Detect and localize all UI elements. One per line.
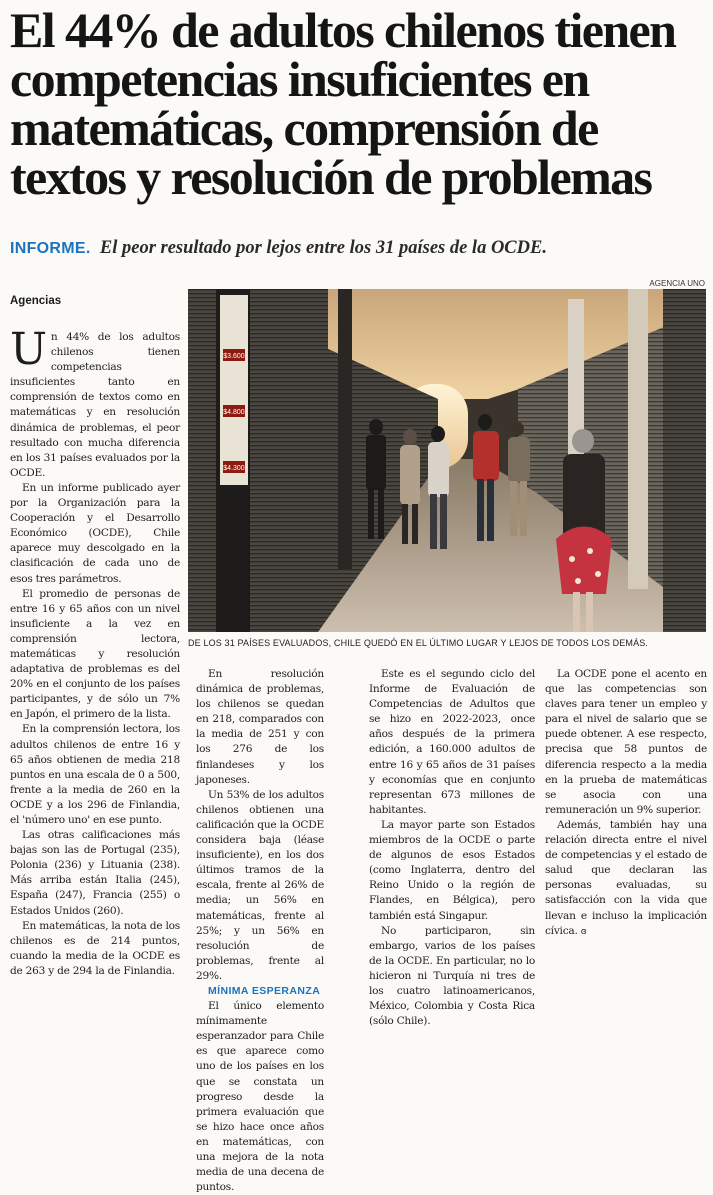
- paragraph-text: Además, también hay una relación directa entre el nivel de competencias y el estado de salud que declaran las personas evaluadas, su satisfacción con la vida que llevan e incluso la implicación cívica.: [545, 818, 707, 937]
- paragraph: [545, 818, 707, 940]
- headline-line: matemáticas, comprensión de: [10, 100, 598, 156]
- price-sign: $3.600: [223, 353, 245, 360]
- text-column-1: [10, 324, 180, 979]
- paragraph: [10, 324, 180, 481]
- price-sign: $4.800: [223, 409, 245, 416]
- paragraph: En resolución dinámica de problemas, los chilenos se quedan en 218, comparados con la media de 251 y con los 276 de los finlandeses y los japoneses.: [196, 668, 324, 786]
- arcade-scene-image: [188, 289, 706, 632]
- paragraph: En un informe publicado ayer por la Organización para la Cooperación y el Desarrollo Económico (OCDE), Chile aparece muy descolgado en la clasificación de cada uno de esos tres parámetros.: [10, 481, 180, 585]
- text-column-3: [369, 667, 535, 1029]
- deck-kicker: INFORME.: [10, 240, 91, 257]
- paragraph: Este es el segundo ciclo del Informe de Evaluación de Competencias de Adultos que se hizo en 2022-2023, once años después de la primera edición, a 160.000 adultos de entre 16 y 65 años de 31 países y economías que en conjunto representan 673 millones de habitantes.: [369, 668, 535, 816]
- paragraph: No participaron, sin embargo, varios de los países de la OCDE. En particular, no lo hicieron ni Turquía ni tres de los cuatro latinoamericanos, México, Colombia y Costa Rica (sólo Chile).: [369, 924, 535, 1028]
- drop-cap: U: [10, 324, 47, 375]
- photo: [188, 289, 706, 632]
- photo-credit: AGENCIA UNO: [649, 279, 705, 288]
- paragraph: Un 53% de los adultos chilenos obtienen una calificación que la OCDE considera baja (léase insuficiente), en los dos últimos tramos de la escala, frente al 26% de media; un 56% en matemáticas, frente al 25%; y un 56% en resolución de problemas, frente al 29%.: [196, 788, 324, 982]
- paragraph: Las otras calificaciones más bajas son las de Portugal (235), Polonia (236) y Lituania (238). Más arriba están Italia (245), España (247), Francia (255) o Estados Unidos (260).: [10, 829, 180, 917]
- paragraph: En matemáticas, la nota de los chilenos es de 214 puntos, cuando la media de la OCDE es de 263 y de 294 la de Finlandia.: [10, 919, 180, 977]
- deck: [10, 238, 706, 259]
- paragraph: La OCDE pone el acento en que las competencias son claves para tener un empleo y para el nivel de salario que se puede obtener. A ese respecto, precisa que 58 puntos de diferencia respecto a la media en la prueba de matemáticas se asocia con una remuneración un 9% superior.: [545, 668, 707, 816]
- photo-caption: DE LOS 31 PAÍSES EVALUADOS, CHILE QUEDÓ EN EL ÚLTIMO LUGAR Y LEJOS DE TODOS LOS DEMÁS.: [188, 638, 649, 648]
- paragraph: El único elemento mínimamente esperanzador para Chile es que aparece como uno de los países en los que se constata un progreso desde la primera evaluación que se hizo hace once años en matemáticas, con una mejora de la nota media de una decena de puntos.: [196, 1000, 324, 1194]
- headline-line: competencias insuficientes en: [10, 51, 589, 107]
- price-sign: $4.300: [223, 465, 245, 472]
- paragraph: El promedio de personas de entre 16 y 65 años con un nivel insuficiente a la vez en comprensión lectora, matemáticas y resolución adaptativa de problemas es del 20% en el conjunto de los países participantes, y de sólo un 7% en Japón, el primero de la lista.: [10, 587, 180, 721]
- byline: Agencias: [10, 295, 62, 307]
- headline-line: El 44% de adultos chilenos tienen: [10, 2, 676, 58]
- end-mark-icon: ɞ: [580, 926, 587, 937]
- headline: [10, 2, 706, 205]
- text-column-2: [196, 667, 324, 1195]
- paragraph: En la comprensión lectora, los adultos chilenos de entre 16 y 65 años obtienen de media 218 puntos en una escala de 0 a 500, frente a la media de 260 en la OCDE y a los 296 de Finlandia, el 'número uno' en ese punto.: [10, 723, 180, 826]
- paragraph: La mayor parte son Estados miembros de la OCDE o parte de algunos de esos Estados (como Inglaterra, dentro del Reino Unido o la región de Flandes, en Bélgica), pero también está Singapur.: [369, 818, 535, 922]
- deck-text: El peor resultado por lejos entre los 31 países de la OCDE.: [99, 238, 547, 258]
- headline-line: textos y resolución de problemas: [10, 149, 652, 205]
- subhead: MÍNIMA ESPERANZA: [208, 984, 321, 997]
- text-column-4: [545, 667, 707, 940]
- paragraph-text: n 44% de los adultos chilenos tienen competencias insuficientes tanto en comprensión de textos como en matemáticas y en resolución dinámica de problemas, el peor resultado con mucha diferencia en los 31 países evaluados por la OCDE.: [10, 331, 180, 479]
